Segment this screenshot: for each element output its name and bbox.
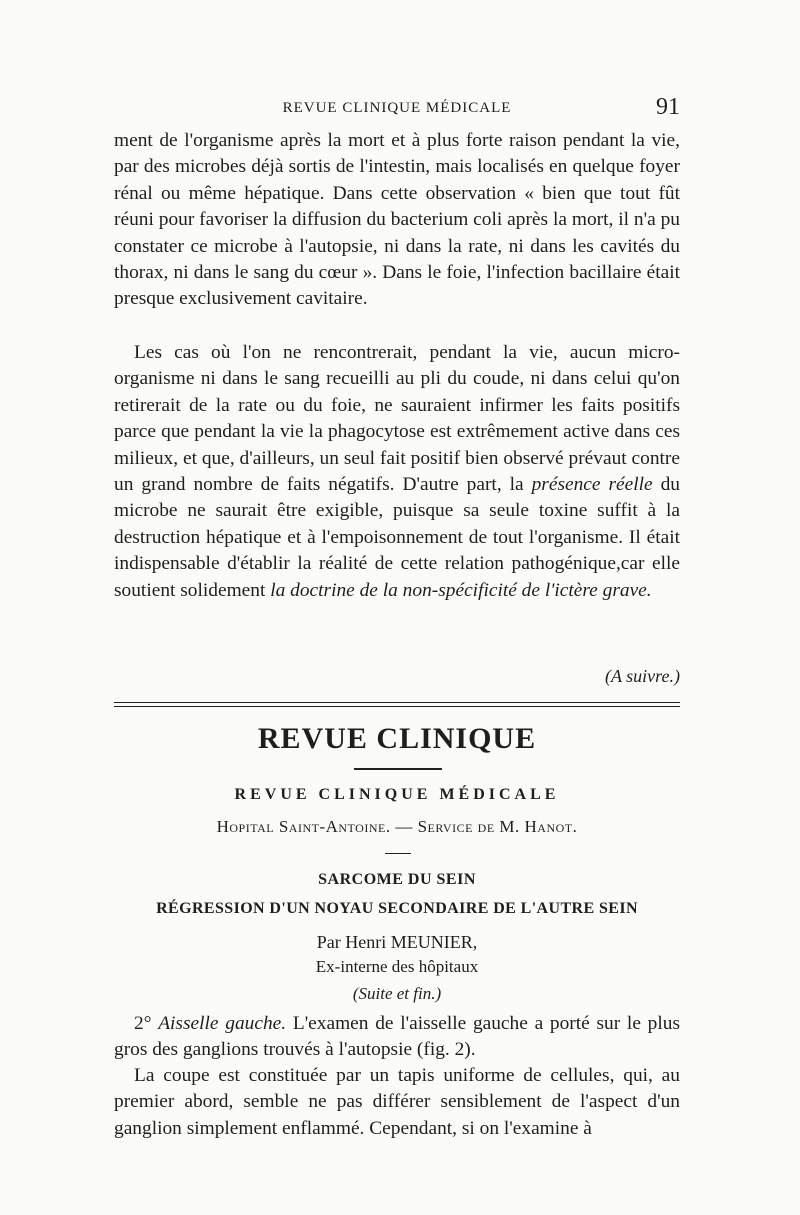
paragraph-2-emphasis-a: présence réelle [531, 474, 653, 496]
article-author: Par Henri MEUNIER, [316, 932, 478, 952]
article-paragraph-1-text: L'examen de l'aisselle gauche a porté sur le plus gros des ganglions trouvés à l'autopsie (fig. 2). [114, 1013, 680, 1061]
article-title: SARCOME DU SEIN [318, 871, 476, 888]
continued-paragraph-1: ment de l'organisme après la mort et à plus forte raison pendant la vie, par des microbes déjà sortis de l'intestin, mais localisés en quelque foyer rénal ou même hépatique. Dans cette observation « bien que tout fût réuni pour favoriser la diffusion du bacterium coli après la mort, il n'a pu constater ce microbe à l'autopsie, ni dans la rate, ni dans les cavités du thorax, ni dans le sang du cœur ». Dans le foie, l'infection bacillaire était presque exclusivement cavitaire. [114, 130, 680, 310]
article-subtitle: RÉGRESSION D'UN NOYAU SECONDAIRE DE L'AUTRE SEIN [156, 900, 638, 917]
subsection-label: Aisselle gauche. [158, 1013, 287, 1034]
article-paragraph-2: La coupe est constituée par un tapis uniforme de cellules, qui, au premier abord, semble ne pas différer sensiblement de l'aspect d'un ganglion simplement enflammé. Cependant, si on l'examine à [114, 1065, 680, 1139]
to-be-continued-note: (A suivre.) [605, 666, 680, 686]
heading-rule [354, 768, 442, 770]
paragraph-2-text-a: Les cas où l'on ne rencontrerait, pendant la vie, aucun micro-organisme ni dans le sang recueilli au pli du coude, ni dans celui qu'on retirerait de la rate ou du foie, ne sauraient infirmer les faits positifs parce que pendant la vie la phagocytose est extrêmement active dans ces milieux, et que, d'ailleurs, un seul fait positif bien observé prévaut contre un grand nombre de faits négatifs. D'autre part, la [114, 342, 680, 496]
paragraph-number: 2° [134, 1013, 152, 1034]
section-subheading: REVUE CLINIQUE MÉDICALE [234, 786, 560, 803]
article-paragraph-1 [114, 1011, 680, 1064]
running-title: REVUE CLINIQUE MÉDICALE [282, 100, 512, 116]
page-number: 91 [656, 94, 680, 120]
continued-paragraph-2 [114, 340, 680, 604]
hospital-service-line: Hopital Saint-Antoine. — Service de M. Hanot. [216, 817, 578, 836]
paragraph-2-emphasis-b: la doctrine de la non-spécificité de l'ictère grave. [270, 579, 652, 601]
running-header [114, 96, 680, 124]
author-role: Ex-interne des hôpitaux [315, 957, 479, 976]
small-divider [385, 853, 411, 854]
paragraph-2-text-b: du microbe ne saurait être exigible, puisque sa seule toxine suffit à la destruction hépatique et à l'empoisonnement de tout l'organisme. Il était indispensable d'établir la réalité de cette relation pathogénique,car elle soutient solidement [114, 474, 680, 601]
section-heading: REVUE CLINIQUE [257, 722, 537, 755]
section-divider [114, 702, 680, 707]
continuation-note: (Suite et fin.) [352, 984, 442, 1003]
